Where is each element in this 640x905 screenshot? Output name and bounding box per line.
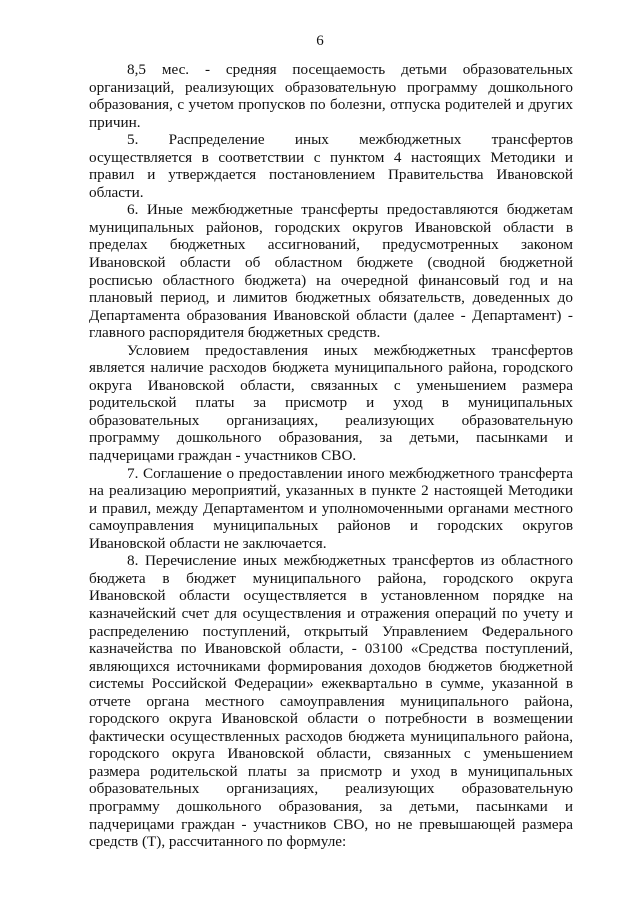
page-number: 6 bbox=[316, 33, 324, 49]
paragraph-7-agreement: 7. Соглашение о предоставлении иного межбюджетного трансферта на реализацию мероприятий, указанных в пункте 2 настоящей Методики и правил, между Департаментом и уполномоченными органами местного самоуправления муниципальных районов и городских округов Ивановской области не заключается. bbox=[89, 464, 573, 552]
paragraph-5-distribution: 5. Распределение иных межбюджетных трансфертов осуществляется в соответствии с пунктом 4 настоящих Методики и правил и утверждается постановлением Правительства Ивановской области. bbox=[89, 131, 573, 201]
paragraph-condition: Условием предоставления иных межбюджетных трансфертов является наличие расходов бюджета муниципального района, городского округа Ивановской области, связанных с уменьшением размера родительской платы за присмотр и уход в муниципальных образовательных организациях, реализующих образовательную программу дошкольного образования, за детьми, пасынками и падчерицами граждан - участников СВО. bbox=[89, 341, 573, 465]
paragraph-6-provision: 6. Иные межбюджетные трансферты предоставляются бюджетам муниципальных районов, городских округов Ивановской области в пределах бюджетных ассигнований, предусмотренных законом Ивановской области об областном бюджете (сводной бюджетной росписью областного бюджета) на очередной финансовый год и на плановый период, и лимитов бюджетных обязательств, доведенных до Департамента образования Ивановской области (далее - Департамент) - главного распорядителя бюджетных средств. bbox=[89, 201, 573, 342]
document-body bbox=[89, 61, 573, 851]
paragraph-8-transfer: 8. Перечисление иных межбюджетных трансфертов из областного бюджета в бюджет муниципального района, городского округа Ивановской области осуществляется в установленном порядке на казначейский счет для осуществления и отражения операций по учету и распределению поступлений, открытый Управлением Федерального казначейства по Ивановской области, - 03100 «Средства поступлений, являющихся источниками формирования доходов бюджетов бюджетной системы Российской Федерации» ежеквартально в сумме, указанной в отчете органа местного самоуправления муниципального района, городского округа Ивановской области о потребности в возмещении фактически осуществленных расходов бюджета муниципального района, городского округа Ивановской области, связанных с уменьшением размера родительской платы за присмотр и уход в муниципальных образовательных организациях, реализующих образовательную программу дошкольного образования, за детьми, пасынками и падчерицами граждан - участников СВО, но не превышающей размера средств (Т), рассчитанного по формуле: bbox=[89, 552, 573, 851]
paragraph-attendance-definition: 8,5 мес. - средняя посещаемость детьми образовательных организаций, реализующих образовательную программу дошкольного образования, с учетом пропусков по болезни, отпуска родителей и других причин. bbox=[89, 61, 573, 131]
